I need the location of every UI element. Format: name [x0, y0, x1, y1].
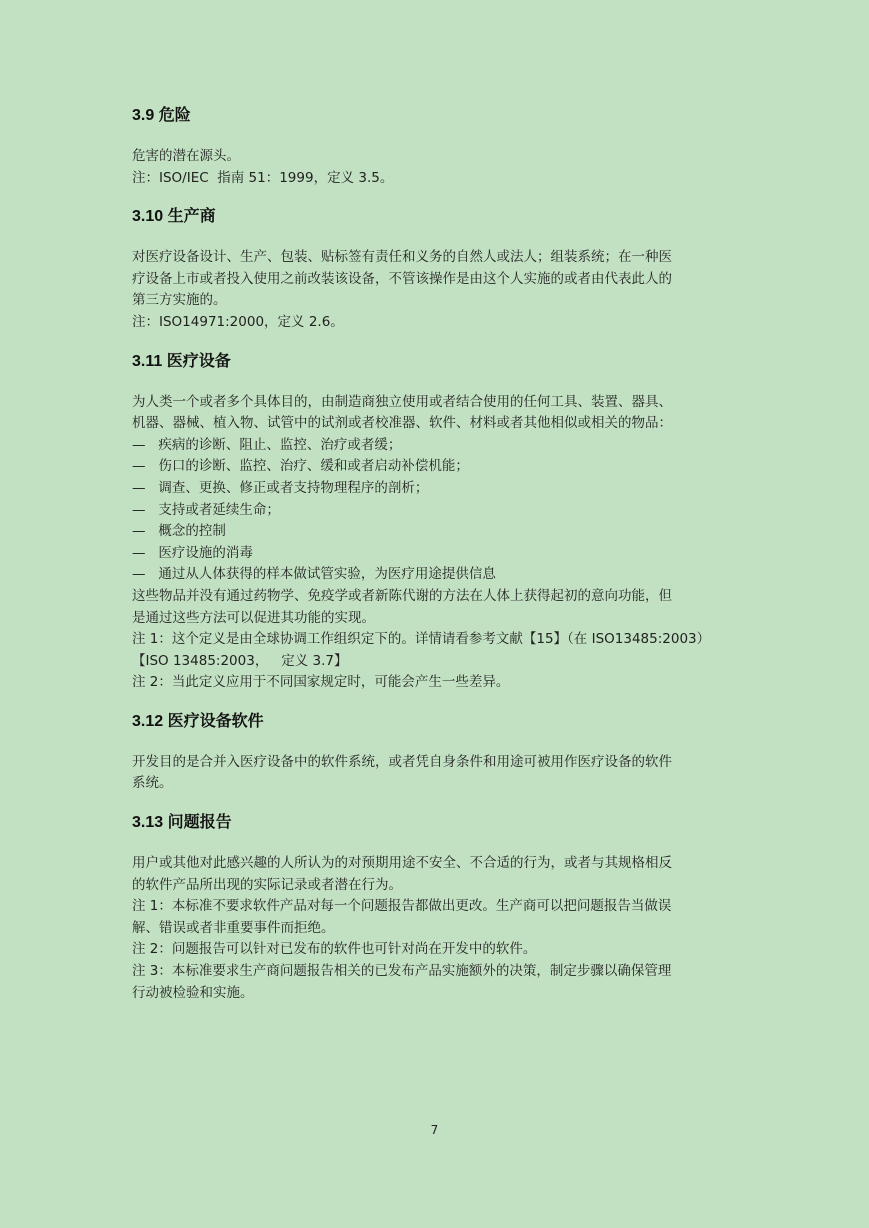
body-line: 危害的潜在源头。: [132, 148, 240, 164]
body-line: 解、错误或者非重要事件而拒绝。: [132, 919, 335, 936]
body-line: 注 1：这个定义是由全球协调工作组织定下的。详情请看参考文献【15】（在 ISO13485:2003）: [132, 631, 711, 648]
body-line: 开发目的是合并入医疗设备中的软件系统，或者凭自身条件和用途可被用作医疗设备的软件: [132, 753, 672, 770]
section-gap: [132, 694, 742, 710]
body-line: 的软件产品所出现的实际记录或者潜在行为。: [132, 876, 402, 893]
body-line: 对医疗设备设计、生产、包装、贴标签有责任和义务的自然人或法人；组装系统；在一种医: [132, 249, 672, 266]
section-3-9: [132, 104, 742, 189]
body-line: 系统。: [132, 775, 173, 792]
body-line: 行动被检验和实施。: [132, 984, 254, 1001]
body-line: 注：ISO14971:2000，定义 2.6。: [132, 313, 344, 330]
section-3-11: [132, 350, 742, 694]
body-line: — 调查、更换、修正或者支持物理程序的剖析；: [132, 479, 429, 496]
document-page: [132, 104, 742, 1004]
section-heading: 3.12 医疗设备软件: [132, 712, 264, 730]
section-3-13: [132, 811, 742, 1004]
section-heading: 3.9 危险: [132, 107, 191, 124]
body-line: 注 2：当此定义应用于不同国家规定时，可能会产生一些差异。: [132, 674, 510, 691]
body-line: 注 2：问题报告可以针对已发布的软件也可针对尚在开发中的软件。: [132, 941, 537, 958]
section-heading: 3.13 问题报告: [132, 814, 232, 832]
section-gap: [132, 795, 742, 811]
body-line: 第三方实施的。: [132, 292, 227, 309]
body-line: 用户或其他对此感兴趣的人所认为的对预期用途不安全、不合适的行为，或者与其规格相反: [132, 855, 672, 872]
section-gap: [132, 189, 742, 205]
body-line: 这些物品并没有通过药物学、免疫学或者新陈代谢的方法在人体上获得起初的意向功能，但: [132, 587, 672, 604]
section-heading: 3.10 生产商: [132, 208, 216, 226]
body-line: 注：ISO/IEC 指南 51：1999，定义 3.5。: [132, 169, 394, 186]
section-heading: 3.11 医疗设备: [132, 352, 231, 370]
body-line: — 伤口的诊断、监控、治疗、缓和或者启动补偿机能；: [132, 458, 469, 475]
section-gap: [132, 334, 742, 350]
section-3-10: [132, 205, 742, 333]
body-line: 疗设备上市或者投入使用之前改装该设备，不管该操作是由这个人实施的或者由代表此人的: [132, 270, 672, 287]
body-line: 注 1：本标准不要求软件产品对每一个问题报告都做出更改。生产商可以把问题报告当做误: [132, 898, 672, 915]
body-line: — 疾病的诊断、阻止、监控、治疗或者缓；: [132, 436, 402, 453]
section-3-12: [132, 710, 742, 795]
body-line: 注 3：本标准要求生产商问题报告相关的已发布产品实施额外的决策，制定步骤以确保管理: [132, 963, 672, 980]
body-line: — 医疗设施的消毒: [132, 544, 253, 561]
body-line: 【ISO 13485:2003， 定义 3.7】: [132, 652, 348, 669]
page-number: 7: [430, 1123, 439, 1137]
body-line: — 支持或者延续生命；: [132, 501, 280, 518]
body-line: — 概念的控制: [132, 523, 226, 540]
body-line: 机器、器械、植入物、试管中的试剂或者校准器、软件、材料或者其他相似或相关的物品：: [132, 415, 672, 432]
body-line: 为人类一个或者多个具体目的，由制造商独立使用或者结合使用的任何工具、装置、器具、: [132, 393, 672, 410]
body-line: 是通过这些方法可以促进其功能的实现。: [132, 609, 375, 626]
body-line: — 通过从人体获得的样本做试管实验，为医疗用途提供信息: [132, 566, 496, 583]
